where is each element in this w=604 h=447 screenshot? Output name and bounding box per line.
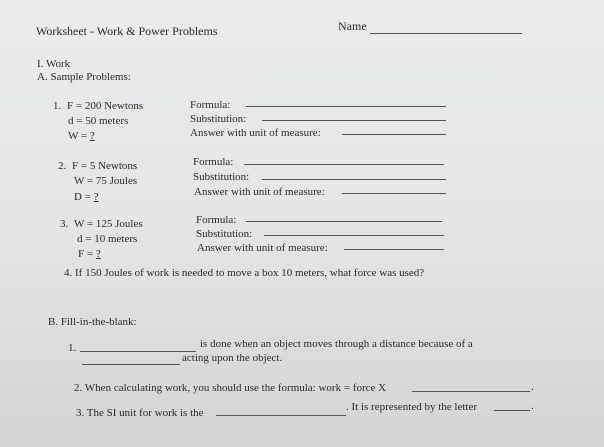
unknown-mark: ? [89,130,95,142]
fill-q1-text-a: is done when an object moves through a distance because of a [200,338,473,350]
problem-3-formula-label: Formula: [196,214,237,226]
problem-2-given-work: W = 75 Joules [74,175,138,187]
problem-2-answer-label: Answer with unit of measure: [194,186,325,198]
problem-3-given-distance: d = 10 meters [77,233,138,245]
fill-q3-blank-2[interactable] [494,410,530,411]
fill-q2-blank[interactable] [412,391,530,392]
sample-problems-heading: A. Sample Problems: [37,71,131,83]
problem-1-unknown [68,130,95,142]
problem-1-answer-blank[interactable] [342,134,446,135]
problem-2-answer-blank[interactable] [342,193,446,194]
problem-1-number: 1. [53,100,62,112]
problem-4-text: 4. If 150 Joules of work is needed to move a box 10 meters, what force was used? [64,267,425,279]
problem-2-number: 2. [58,160,67,172]
fill-q3-blank-1[interactable] [216,415,346,416]
fill-q1-number: 1. [68,342,77,354]
problem-2-unknown [74,191,99,203]
problem-2-substitution-label: Substitution: [193,171,250,183]
unknown-mark: ? [93,191,99,203]
fill-q1-blank-1[interactable] [80,351,196,352]
fill-q3-text-b: . It is represented by the letter [346,401,478,413]
unknown-label: W = [68,130,90,142]
problem-1-given-force: F = 200 Newtons [67,100,144,112]
fill-q1-blank-2[interactable] [82,364,180,365]
fill-in-blank-heading: B. Fill-in-the-blank: [48,316,137,328]
name-blank[interactable] [370,33,522,34]
problem-3-answer-label: Answer with unit of measure: [197,242,328,254]
fill-q3-text-a: 3. The SI unit for work is the [76,407,204,419]
problem-1-given-distance: d = 50 meters [68,115,129,127]
problem-2-formula-blank[interactable] [244,164,444,165]
section-work-heading: I. Work [37,58,71,70]
problem-1-formula-blank[interactable] [246,106,446,107]
problem-3-answer-blank[interactable] [344,249,444,250]
problem-1-substitution-blank[interactable] [262,120,446,121]
problem-3-substitution-label: Substitution: [196,228,253,240]
worksheet-title: Worksheet - Work & Power Problems [36,24,218,38]
problem-2-formula-label: Formula: [193,156,234,168]
unknown-label: D = [74,191,94,203]
fill-q3-period: . [531,400,534,412]
problem-2-substitution-blank[interactable] [262,179,446,180]
fill-q1-text-b: acting upon the object. [182,352,283,364]
name-label: Name [338,19,367,33]
fill-q2-text: 2. When calculating work, you should use the formula: work = force X [74,382,387,394]
unknown-label: F = [78,248,96,260]
unknown-mark: ? [95,248,101,260]
problem-1-formula-label: Formula: [190,99,231,111]
problem-1-substitution-label: Substitution: [190,113,247,125]
problem-2-given-force: F = 5 Newtons [72,160,138,172]
fill-q2-period: . [531,381,534,393]
problem-3-given-work: W = 125 Joules [74,218,143,230]
problem-3-number: 3. [60,218,69,230]
problem-1-answer-label: Answer with unit of measure: [190,127,321,139]
problem-3-formula-blank[interactable] [246,221,442,222]
problem-3-substitution-blank[interactable] [264,235,444,236]
problem-3-unknown [78,248,101,260]
